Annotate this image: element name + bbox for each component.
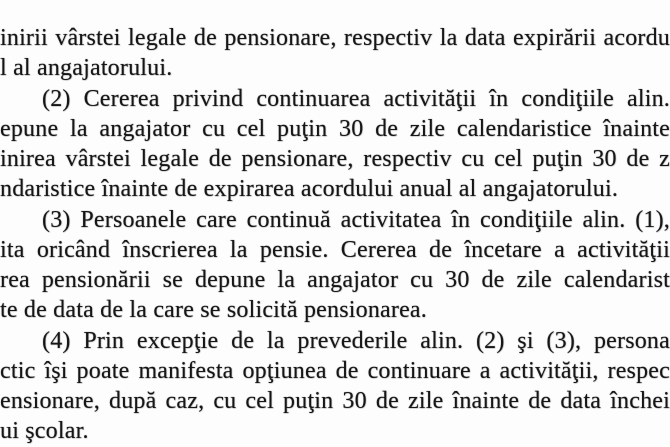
text-line: ensionare, după caz, cu cel puţin 30 de zile înainte de data închei xyxy=(0,388,670,415)
text-line: ui şcolar. xyxy=(0,418,89,445)
text-line: (3) Persoanele care continuă activitatea în condiţiile alin. (1), xyxy=(42,206,670,233)
text-line: inirea vârstei legale de pensionare, respectiv cu cel puţin 30 de z xyxy=(0,146,670,173)
text-line: inirii vârstei legale de pensionare, respectiv la data expirării acordu xyxy=(0,25,670,51)
text-line: ita oricând înscrierea la pensie. Cererea de încetare a activităţii xyxy=(0,236,670,263)
text-line: (4) Prin excepţie de la prevederile alin. (2) şi (3), persona xyxy=(42,327,670,354)
text-line: l al angajatorului. xyxy=(0,55,173,82)
text-line: ctic îşi poate manifesta opţiunea de continuare a activităţii, respec xyxy=(0,357,670,384)
text-line: ndaristice înainte de expirarea acordului anual al angajatorului. xyxy=(0,176,619,203)
text-line: epune la angajator cu cel puţin 30 de zile calendaristice înainte xyxy=(0,115,670,142)
text-line: (2) Cererea privind continuarea activităţii în condiţiile alin. xyxy=(42,85,670,112)
text-line: te de data de la care se solicită pensionarea. xyxy=(0,297,427,324)
text-line: rea pensionării se depune la angajator cu 30 de zile calendarist xyxy=(0,267,670,294)
